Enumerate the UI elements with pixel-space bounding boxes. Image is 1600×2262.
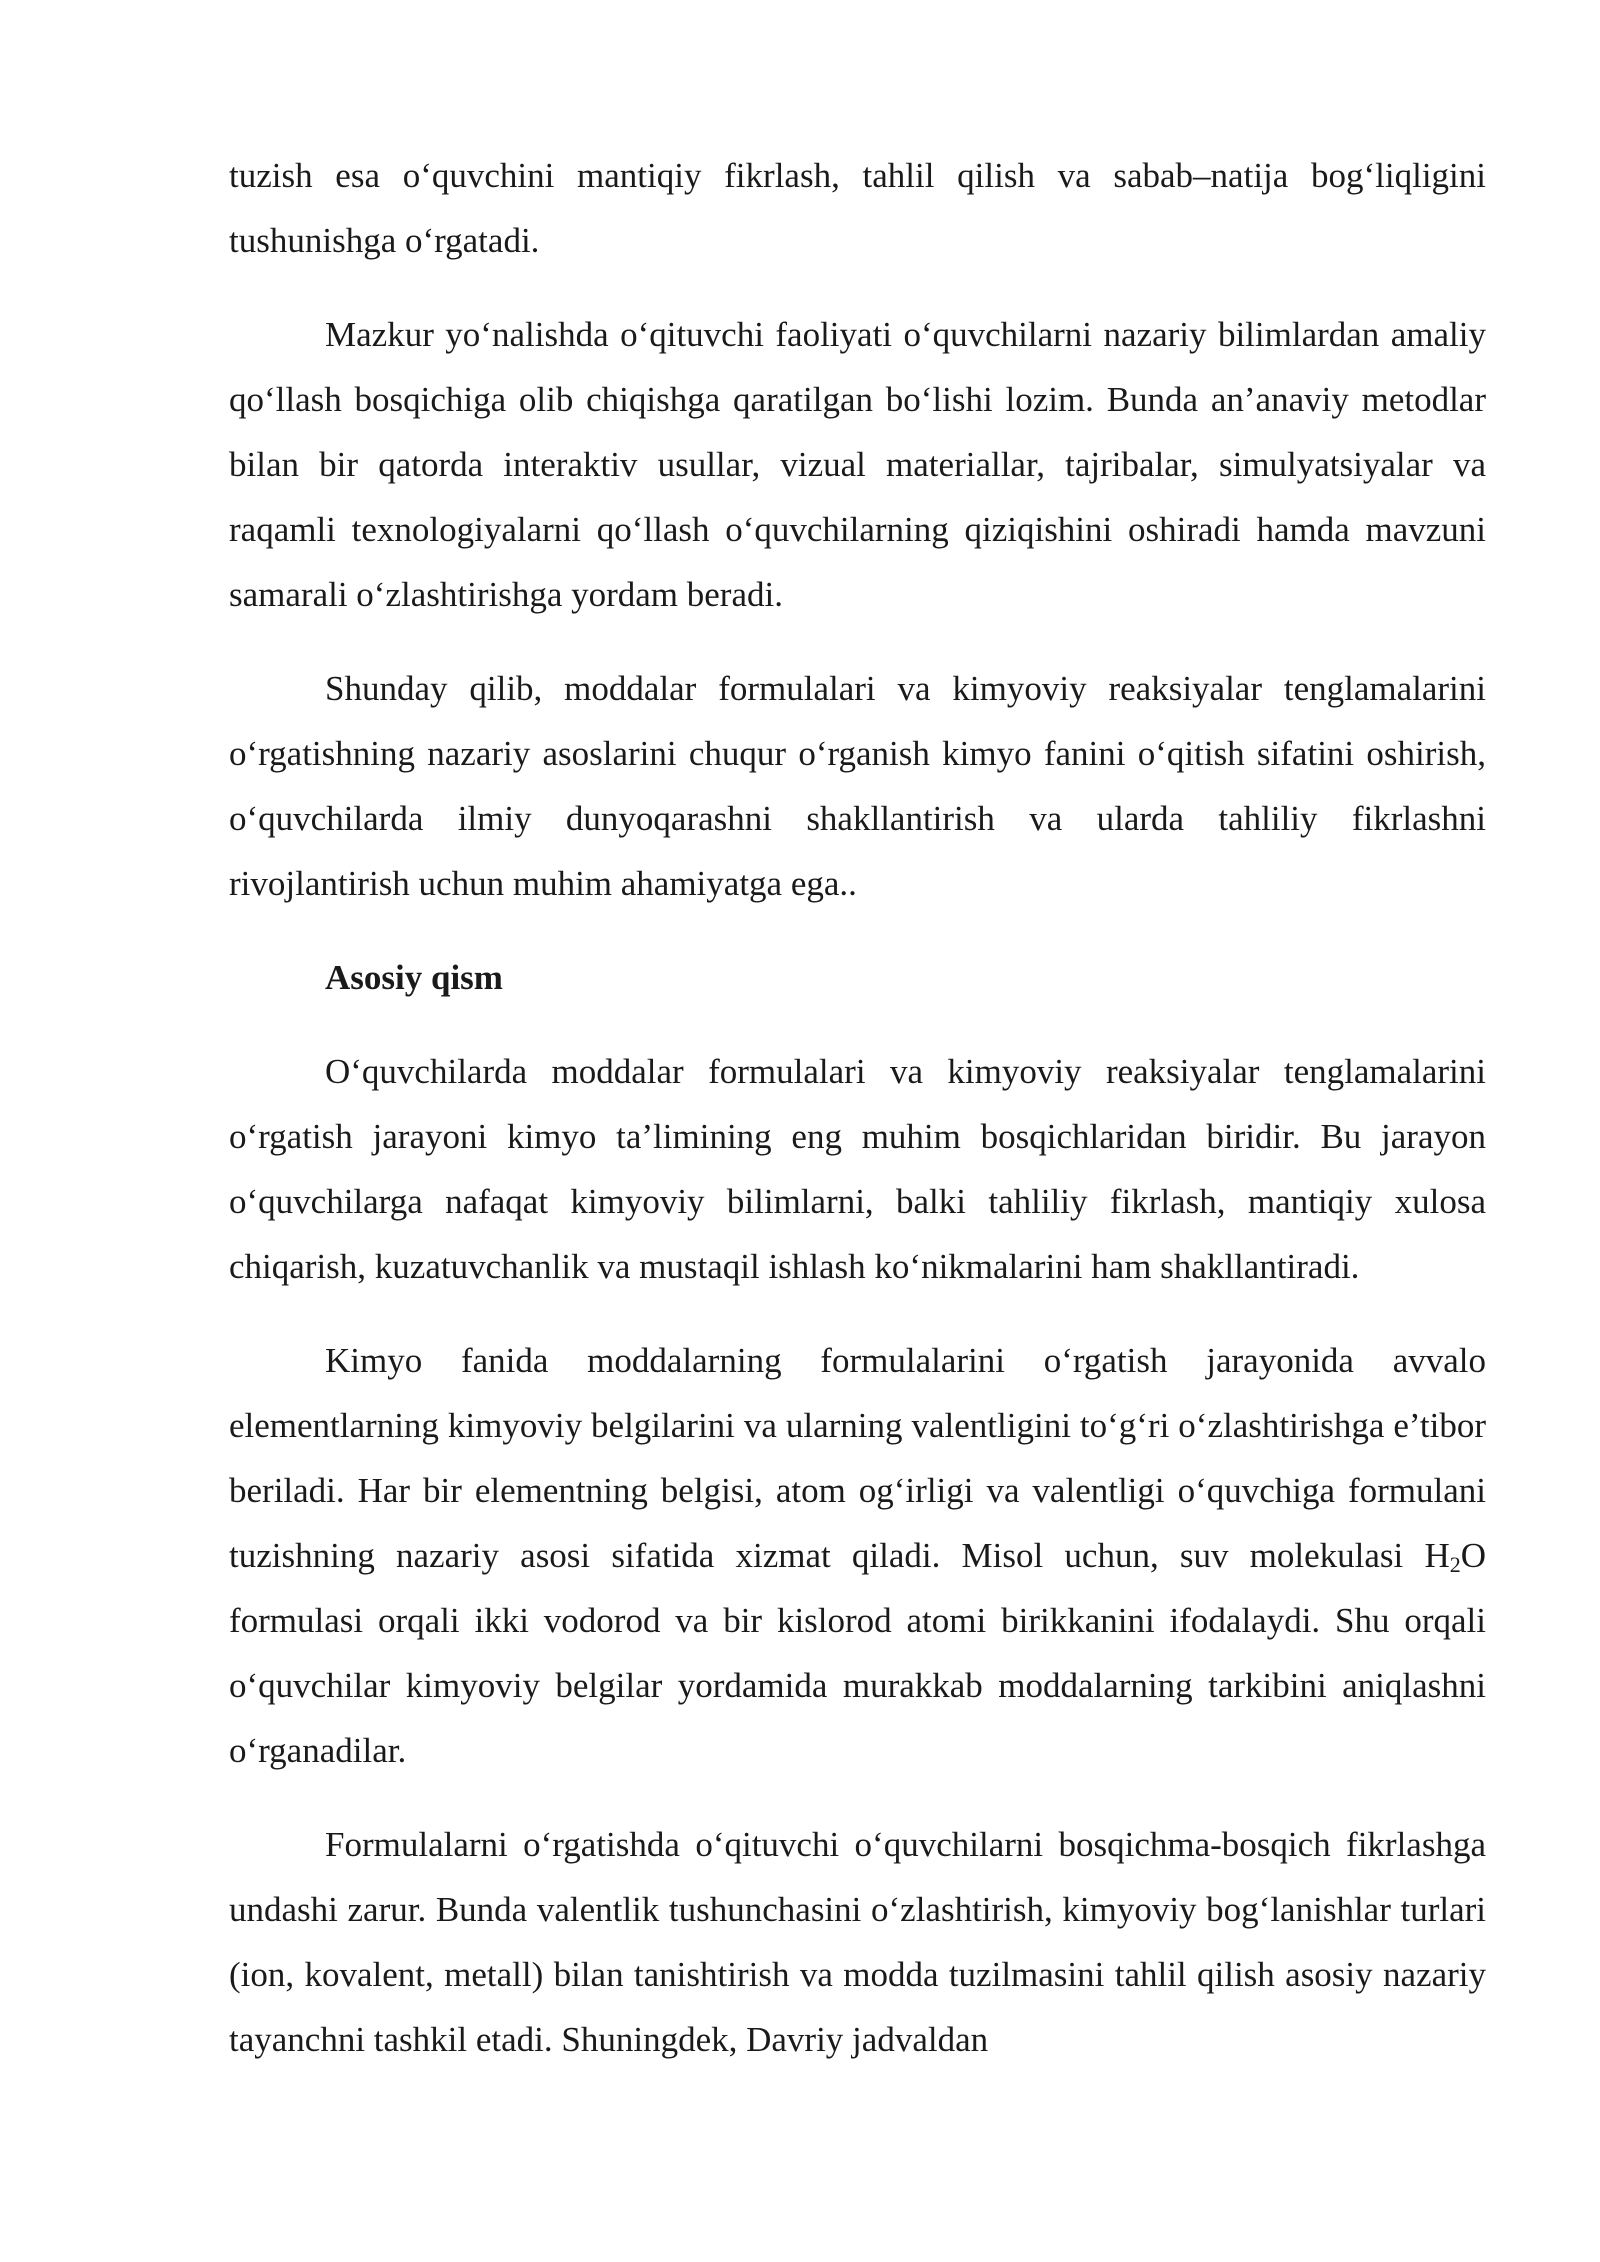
paragraph-formulas-start: Kimyo fanida moddalarning formulalarini oʻrgatish jarayonida avvalo elementlarning kimyoviy belgilarini va ularning valentligini toʻgʻri oʻzlashtirishga e’tibor beriladi. Har bir elementning belgisi, atom ogʻirligi va valentligi oʻquvchiga formulani tuzishning nazariy asosi sifatida xizmat qiladi. Misol uchun, suv molekulasi [229,1341,1486,1575]
paragraph-conclusion: Shunday qilib, moddalar formulalari va kimyoviy reaksiyalar tenglamalarini oʻrgatishning nazariy asoslarini chuqur oʻrganish kimyo fanini oʻqitish sifatini oshirish, oʻquvchilarda ilmiy dunyoqarashni shakllantirish va ularda tahliliy fikrlashni rivojlantirish uchun muhim ahamiyatga ega.. [229,669,1486,903]
paragraph-formulas [229,1328,1486,1783]
water-formula-subscript: 2 [1449,1552,1461,1577]
paragraph-teacher-activity: Mazkur yoʻnalishda oʻqituvchi faoliyati oʻquvchilarni nazariy bilimlardan amaliy qoʻllash bosqichiga olib chiqishga qaratilgan boʻlishi lozim. Bunda an’anaviy metodlar bilan bir qatorda interaktiv usullar, vizual materiallar, tajribalar, simulyatsiyalar va raqamli texnologiyalarni qoʻllash oʻquvchilarning qiziqishini oshiradi hamda mavzuni samarali oʻzlashtirishga yordam beradi. [229,315,1486,614]
water-formula [1424,1536,1486,1575]
paragraph-main-intro: Oʻquvchilarda moddalar formulalari va kimyoviy reaksiyalar tenglamalarini oʻrgatish jarayoni kimyo ta’limining eng muhim bosqichlaridan biridir. Bu jarayon oʻquvchilarga nafaqat kimyoviy bilimlarni, balki tahliliy fikrlash, mantiqiy xulosa chiqarish, kuzatuvchanlik va mustaqil ishlash koʻnikmalarini ham shakllantiradi. [229,1052,1486,1286]
paragraph-formulas-end: formulasi orqali ikki vodorod va bir kislorod atomi birikkanini ifodalaydi. Shu orqali oʻquvchilar kimyoviy belgilar yordamida murakkab moddalarning tarkibini aniqlashni oʻrganadilar. [229,1601,1486,1770]
paragraph-step-by-step: Formulalarni oʻrgatishda oʻqituvchi oʻquvchilarni bosqichma-bosqich fikrlashga undashi zarur. Bunda valentlik tushunchasini oʻzlashtirish, kimyoviy bogʻlanishlar turlari (ion, kovalent, metall) bilan tanishtirish va modda tuzilmasini tahlil qilish asosiy nazariy tayanchni tashkil etadi. Shuningdek, Davriy jadvaldan [229,1825,1486,2059]
water-formula-base: H [1424,1536,1450,1575]
body-text-column [229,143,1486,2101]
paragraph-continuation: tuzish esa oʻquvchini mantiqiy fikrlash, tahlil qilish va sabab–natija bogʻliqligini tushunishga oʻrgatadi. [229,156,1486,260]
section-heading: Asosiy qism [325,958,503,997]
water-formula-tail: O [1460,1536,1486,1575]
